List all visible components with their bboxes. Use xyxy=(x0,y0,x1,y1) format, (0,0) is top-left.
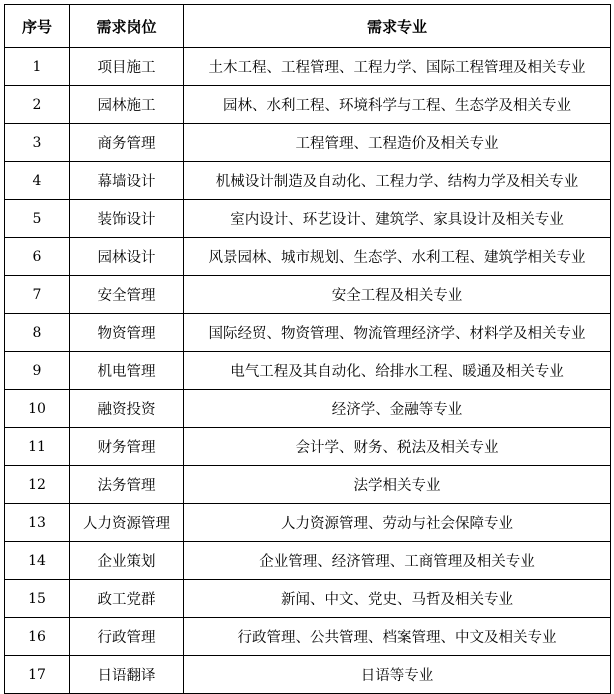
header-position: 需求岗位 xyxy=(70,5,184,48)
row-index: 9 xyxy=(5,352,70,390)
row-position: 企业策划 xyxy=(70,542,184,580)
row-position: 人力资源管理 xyxy=(70,504,184,542)
row-position: 机电管理 xyxy=(70,352,184,390)
row-position: 日语翻译 xyxy=(70,656,184,694)
row-index: 8 xyxy=(5,314,70,352)
table-row xyxy=(5,618,611,656)
row-index: 16 xyxy=(5,618,70,656)
row-index: 13 xyxy=(5,504,70,542)
row-index: 1 xyxy=(5,48,70,86)
row-index: 4 xyxy=(5,162,70,200)
recruitment-table xyxy=(4,4,611,694)
row-index: 15 xyxy=(5,580,70,618)
row-position: 商务管理 xyxy=(70,124,184,162)
row-major: 新闻、中文、党史、马哲及相关专业 xyxy=(184,580,611,618)
row-index: 14 xyxy=(5,542,70,580)
row-major: 会计学、财务、税法及相关专业 xyxy=(184,428,611,466)
row-major: 国际经贸、物资管理、物流管理经济学、材料学及相关专业 xyxy=(184,314,611,352)
table-row xyxy=(5,48,611,86)
row-position: 项目施工 xyxy=(70,48,184,86)
table-row xyxy=(5,200,611,238)
row-major: 工程管理、工程造价及相关专业 xyxy=(184,124,611,162)
row-position: 物资管理 xyxy=(70,314,184,352)
recruitment-table-container xyxy=(4,4,611,694)
table-body xyxy=(5,48,611,694)
row-major: 土木工程、工程管理、工程力学、国际工程管理及相关专业 xyxy=(184,48,611,86)
table-row xyxy=(5,466,611,504)
table-row xyxy=(5,86,611,124)
row-position: 融资投资 xyxy=(70,390,184,428)
table-row xyxy=(5,390,611,428)
row-major: 企业管理、经济管理、工商管理及相关专业 xyxy=(184,542,611,580)
row-position: 幕墙设计 xyxy=(70,162,184,200)
row-major: 日语等专业 xyxy=(184,656,611,694)
table-row xyxy=(5,124,611,162)
row-position: 行政管理 xyxy=(70,618,184,656)
table-row xyxy=(5,352,611,390)
row-position: 装饰设计 xyxy=(70,200,184,238)
row-position: 安全管理 xyxy=(70,276,184,314)
table-row xyxy=(5,276,611,314)
row-position: 财务管理 xyxy=(70,428,184,466)
row-major: 机械设计制造及自动化、工程力学、结构力学及相关专业 xyxy=(184,162,611,200)
row-major: 人力资源管理、劳动与社会保障专业 xyxy=(184,504,611,542)
row-major: 室内设计、环艺设计、建筑学、家具设计及相关专业 xyxy=(184,200,611,238)
header-row xyxy=(5,5,611,48)
table-row xyxy=(5,162,611,200)
table-row xyxy=(5,542,611,580)
row-position: 园林设计 xyxy=(70,238,184,276)
row-index: 7 xyxy=(5,276,70,314)
row-index: 5 xyxy=(5,200,70,238)
header-index: 序号 xyxy=(5,5,70,48)
header-major: 需求专业 xyxy=(184,5,611,48)
row-major: 法学相关专业 xyxy=(184,466,611,504)
row-index: 2 xyxy=(5,86,70,124)
table-row xyxy=(5,580,611,618)
row-index: 11 xyxy=(5,428,70,466)
row-index: 17 xyxy=(5,656,70,694)
row-index: 12 xyxy=(5,466,70,504)
table-row xyxy=(5,504,611,542)
row-major: 电气工程及其自动化、给排水工程、暖通及相关专业 xyxy=(184,352,611,390)
table-row xyxy=(5,428,611,466)
row-major: 园林、水利工程、环境科学与工程、生态学及相关专业 xyxy=(184,86,611,124)
row-major: 安全工程及相关专业 xyxy=(184,276,611,314)
row-position: 法务管理 xyxy=(70,466,184,504)
row-major: 风景园林、城市规划、生态学、水利工程、建筑学相关专业 xyxy=(184,238,611,276)
row-index: 6 xyxy=(5,238,70,276)
row-major: 行政管理、公共管理、档案管理、中文及相关专业 xyxy=(184,618,611,656)
row-major: 经济学、金融等专业 xyxy=(184,390,611,428)
row-index: 10 xyxy=(5,390,70,428)
table-row xyxy=(5,314,611,352)
table-row xyxy=(5,656,611,694)
row-index: 3 xyxy=(5,124,70,162)
row-position: 园林施工 xyxy=(70,86,184,124)
table-row xyxy=(5,238,611,276)
row-position: 政工党群 xyxy=(70,580,184,618)
